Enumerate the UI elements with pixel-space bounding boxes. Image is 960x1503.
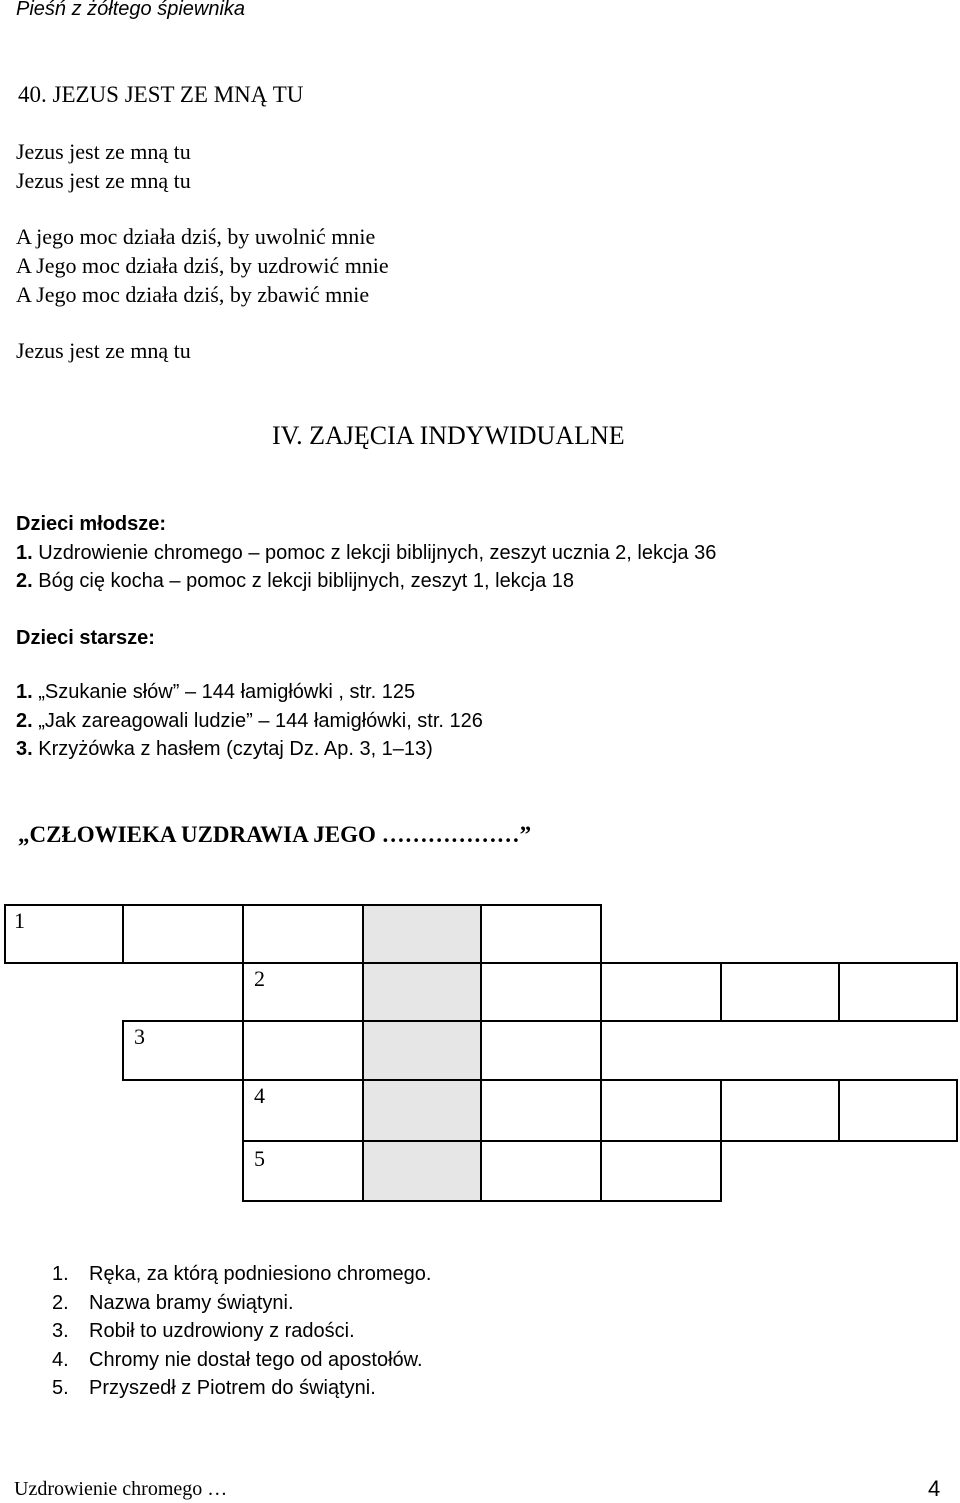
clue-text: Przyszedł z Piotrem do świątyni. <box>89 1377 376 1399</box>
crossword-cell[interactable] <box>600 962 722 1022</box>
clue-number: 1. <box>52 1263 69 1285</box>
item-text: Krzyżówka z hasłem (czytaj Dz. Ap. 3, 1–13) <box>32 738 433 760</box>
crossword-cell[interactable] <box>838 962 958 1022</box>
crossword-cell[interactable] <box>242 904 364 964</box>
crossword-key-cell[interactable] <box>362 904 482 964</box>
crossword-cell[interactable] <box>480 1140 602 1202</box>
lyric-line: Jezus jest ze mną tu <box>16 168 191 193</box>
clue-text: Nazwa bramy świątyni. <box>89 1291 294 1314</box>
crossword-cell[interactable] <box>122 904 244 964</box>
crossword-cell[interactable] <box>480 962 602 1022</box>
page-number: 4 <box>928 1476 941 1501</box>
clue-text: Ręka, za którą podniesiono chromego. <box>89 1263 432 1285</box>
lyric-line: Jezus jest ze mną tu <box>16 338 191 363</box>
crossword-cell[interactable] <box>480 1079 602 1142</box>
crossword-number: 2 <box>254 966 265 991</box>
crossword-cell[interactable] <box>600 1079 722 1142</box>
song-title: 40. JEZUS JEST ZE MNĄ TU <box>18 82 304 107</box>
clue-number: 4. <box>52 1348 69 1371</box>
item-text: Uzdrowienie chromego – pomoc z lekcji biblijnych, zeszyt ucznia 2, lekcja 36 <box>32 541 717 564</box>
item-text: „Szukanie słów” – 144 łamigłówki , str. 125 <box>32 681 416 703</box>
footer-title: Uzdrowienie chromego … <box>14 1478 228 1500</box>
crossword-key-cell[interactable] <box>362 1140 482 1202</box>
lyric-line: A Jego moc działa dziś, by zbawić mnie <box>16 282 370 307</box>
crossword-number: 3 <box>134 1024 145 1049</box>
younger-heading: Dzieci młodsze: <box>16 513 167 535</box>
crossword-key-cell[interactable] <box>362 1020 482 1081</box>
clue-text: Chromy nie dostał tego od apostołów. <box>89 1348 423 1371</box>
lyric-line: Jezus jest ze mną tu <box>16 139 191 164</box>
item-text: „Jak zareagowali ludzie” – 144 łamigłówki, str. 126 <box>32 709 483 732</box>
clue-item <box>52 1260 431 1289</box>
item-number: 2. <box>16 570 33 592</box>
lyric-line: A Jego moc działa dziś, by uzdrowić mnie <box>16 253 389 278</box>
page-header: Pieśń z żółtego śpiewnika <box>16 0 246 20</box>
crossword-cell[interactable] <box>600 1140 722 1202</box>
clue-item <box>52 1317 431 1346</box>
lyric-line: A jego moc działa dziś, by uwolnić mnie <box>16 224 376 249</box>
clue-item <box>52 1374 431 1403</box>
clue-item <box>52 1346 431 1375</box>
clue-number: 5. <box>52 1377 69 1399</box>
clue-number: 3. <box>52 1320 69 1342</box>
puzzle-title: „CZŁOWIEKA UZDRAWIA JEGO ………………” <box>18 822 532 847</box>
crossword-cell[interactable] <box>242 1020 364 1081</box>
clue-text: Robił to uzdrowiony z radości. <box>89 1320 355 1342</box>
section-title: IV. ZAJĘCIA INDYWIDUALNE <box>272 421 625 450</box>
crossword-key-cell[interactable] <box>362 1079 482 1142</box>
crossword-cell[interactable] <box>480 1020 602 1081</box>
crossword-cell[interactable] <box>480 904 602 964</box>
clues-list <box>52 1260 431 1403</box>
item-text: Bóg cię kocha – pomoc z lekcji biblijnych, zeszyt 1, lekcja 18 <box>32 570 575 592</box>
crossword-cell[interactable] <box>838 1079 958 1142</box>
crossword-cell[interactable] <box>720 1079 840 1142</box>
clue-number: 2. <box>52 1291 69 1314</box>
crossword-number: 4 <box>254 1083 265 1108</box>
item-number: 2. <box>16 709 33 732</box>
crossword-cell[interactable] <box>720 962 840 1022</box>
older-heading: Dzieci starsze: <box>16 627 155 649</box>
item-number: 3. <box>16 738 33 760</box>
item-number: 1. <box>16 681 33 703</box>
crossword-number: 5 <box>254 1146 265 1171</box>
clue-item <box>52 1289 431 1318</box>
crossword-key-cell[interactable] <box>362 962 482 1022</box>
item-number: 1. <box>16 541 33 564</box>
crossword-number: 1 <box>14 908 25 933</box>
